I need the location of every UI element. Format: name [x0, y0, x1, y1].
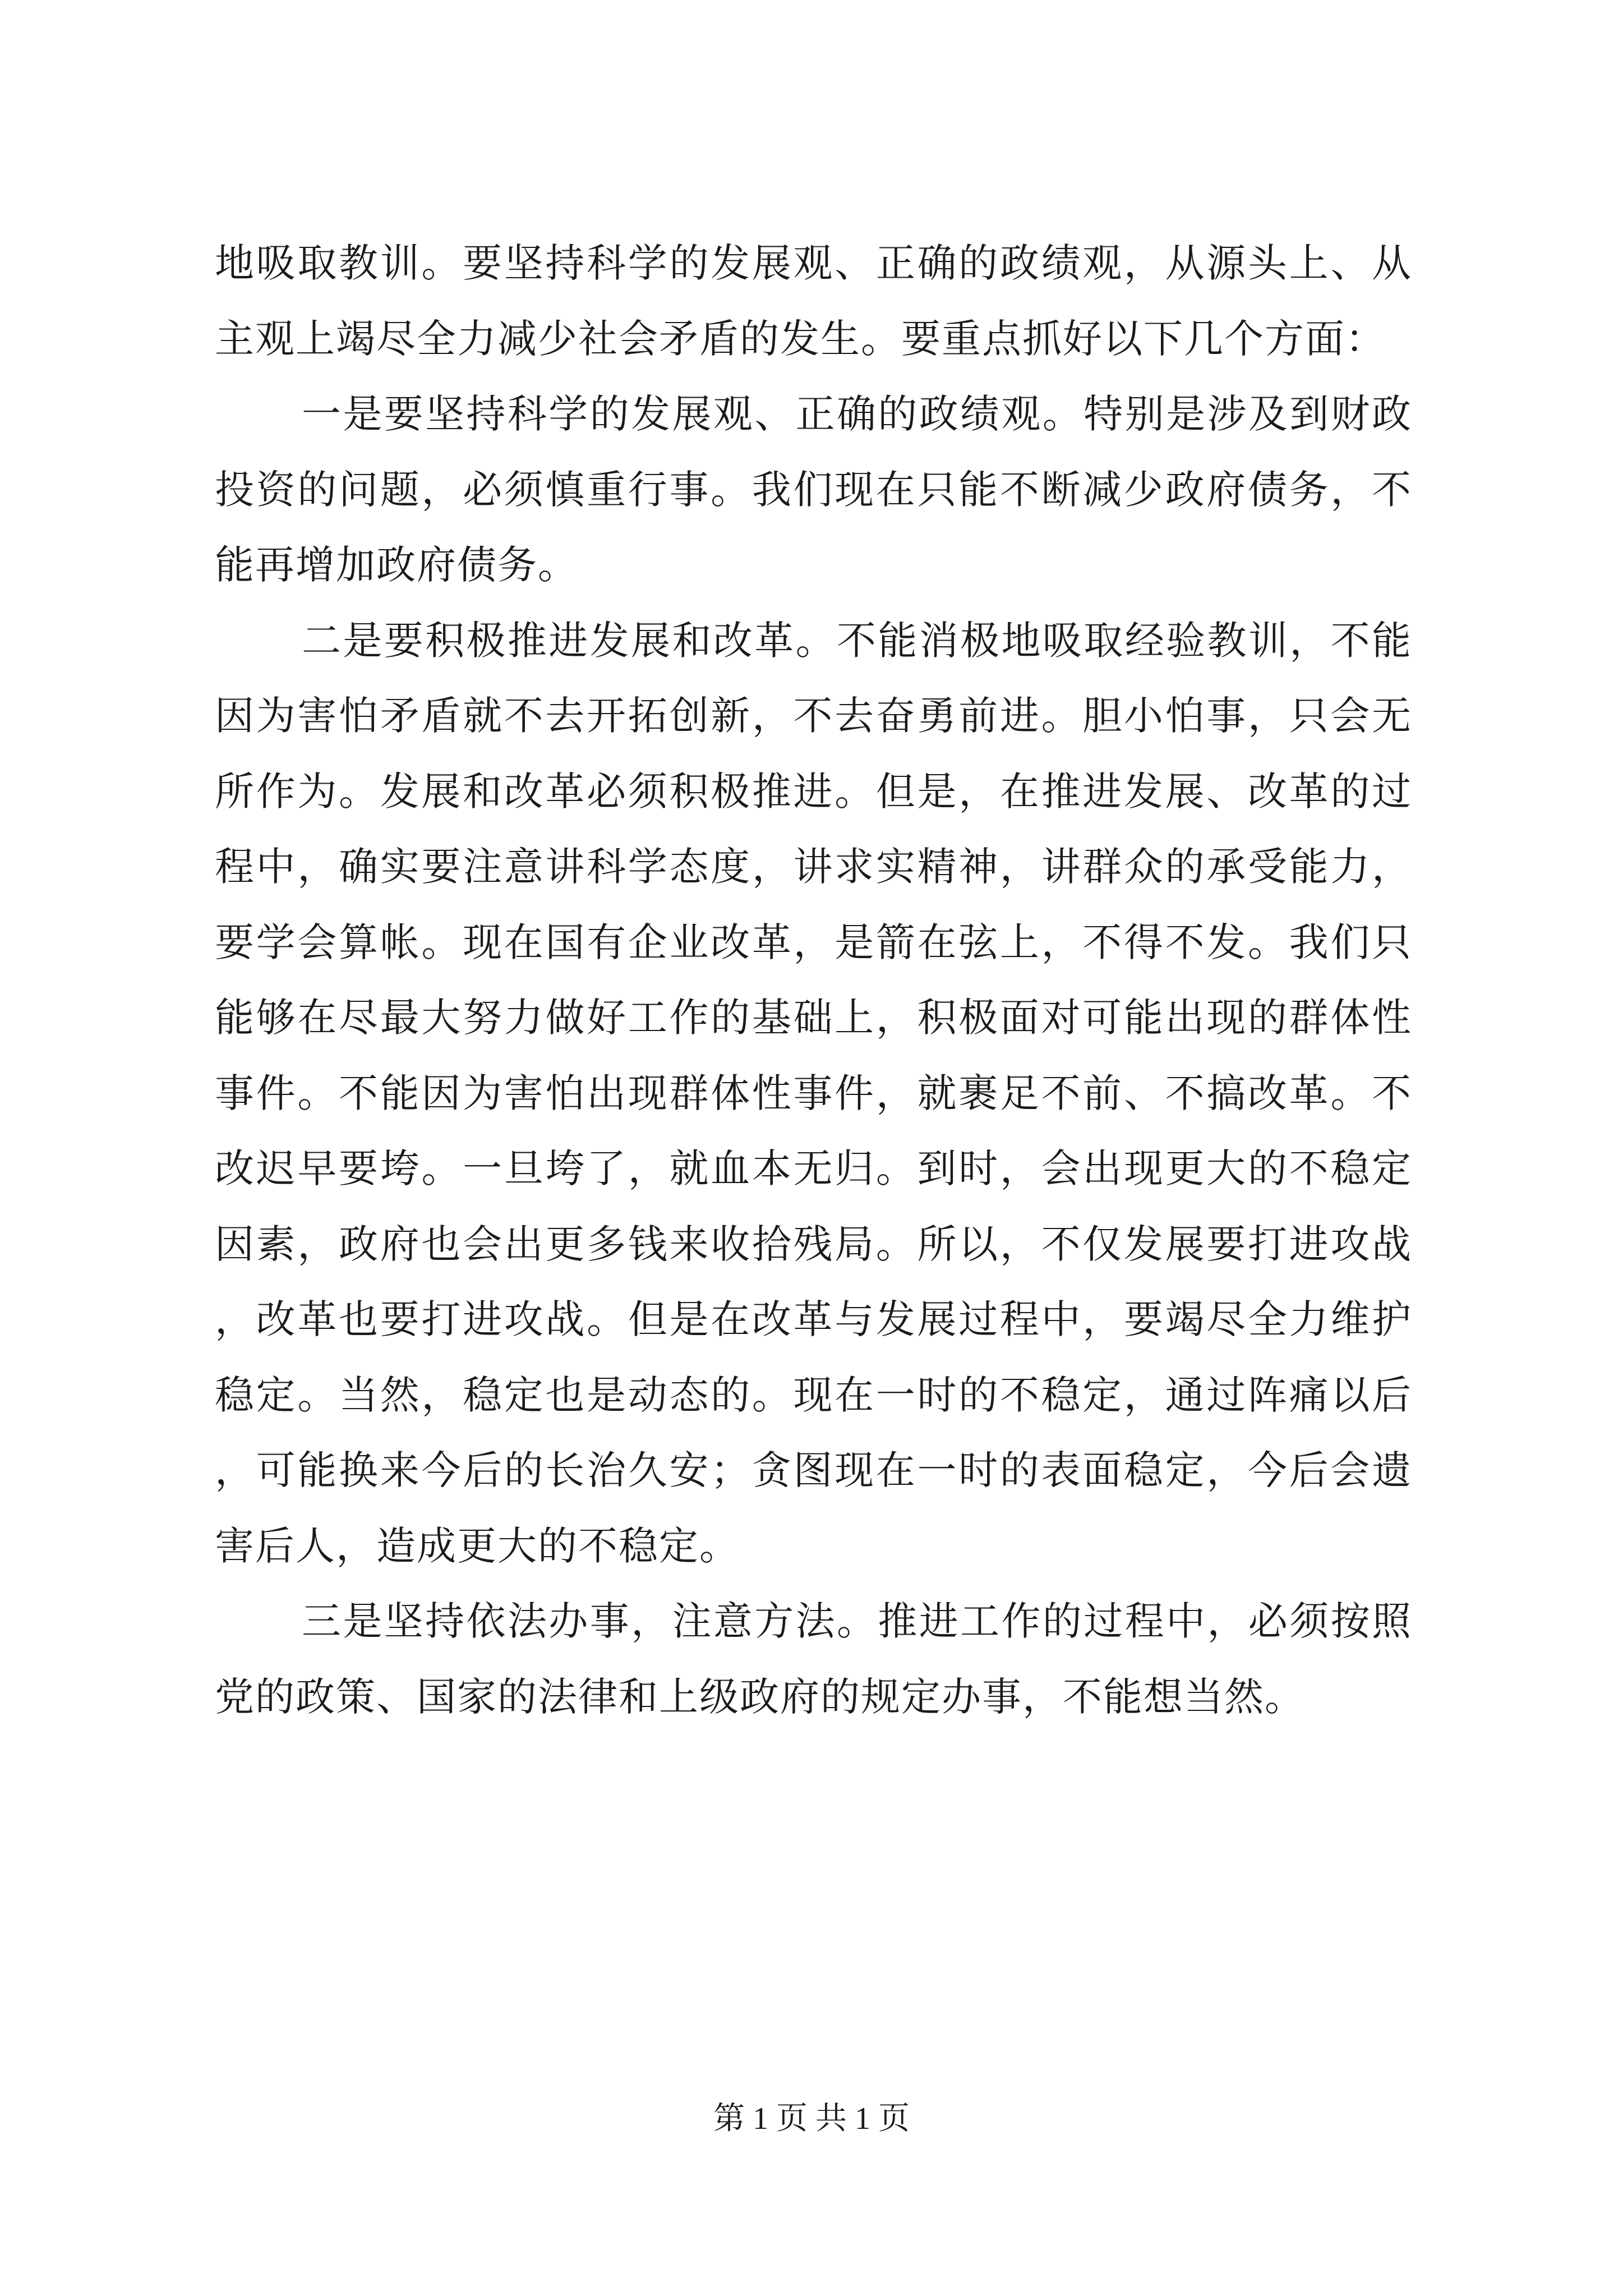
paragraph-point-three: 三是坚持依法办事，注意方法。推进工作的过程中，必须按照党的政策、国家的法律和上级政府的规定办事，不能想当然。 [215, 1598, 1412, 1720]
paragraph-continuation: 地吸取教训。要坚持科学的发展观、正确的政绩观，从源头上、从主观上竭尽全力减少社会矛盾的发生。要重点抓好以下几个方面： [215, 240, 1412, 362]
document-body [215, 226, 1412, 1734]
paragraph-point-one: 一是要坚持科学的发展观、正确的政绩观。特别是涉及到财政投资的问题，必须慎重行事。我们现在只能不断减少政府债务，不能再增加政府债务。 [215, 391, 1412, 588]
page-footer: 第 1 页 共 1 页 [713, 2101, 910, 2136]
paragraph-point-two: 二是要积极推进发展和改革。不能消极地吸取经验教训，不能因为害怕矛盾就不去开拓创新，不去奋勇前进。胆小怕事，只会无所作为。发展和改革必须积极推进。但是，在推进发展、改革的过程中，确实要注意讲科学态度，讲求实精神，讲群众的承受能力，要学会算帐。现在国有企业改革，是箭在弦上，不得不发。我们只能够在尽最大努力做好工作的基础上，积极面对可能出现的群体性事件。不能因为害怕出现群体性事件，就裹足不前、不搞改革。不改迟早要垮。一旦垮了，就血本无归。到时，会出现更大的不稳定因素，政府也会出更多钱来收拾残局。所以，不仅发展要打进攻战，改革也要打进攻战。但是在改革与发展过程中，要竭尽全力维护稳定。当然，稳定也是动态的。现在一时的不稳定，通过阵痛以后，可能换来今后的长治久安；贪图现在一时的表面稳定，今后会遗害后人，造成更大的不稳定。 [215, 617, 1412, 1569]
